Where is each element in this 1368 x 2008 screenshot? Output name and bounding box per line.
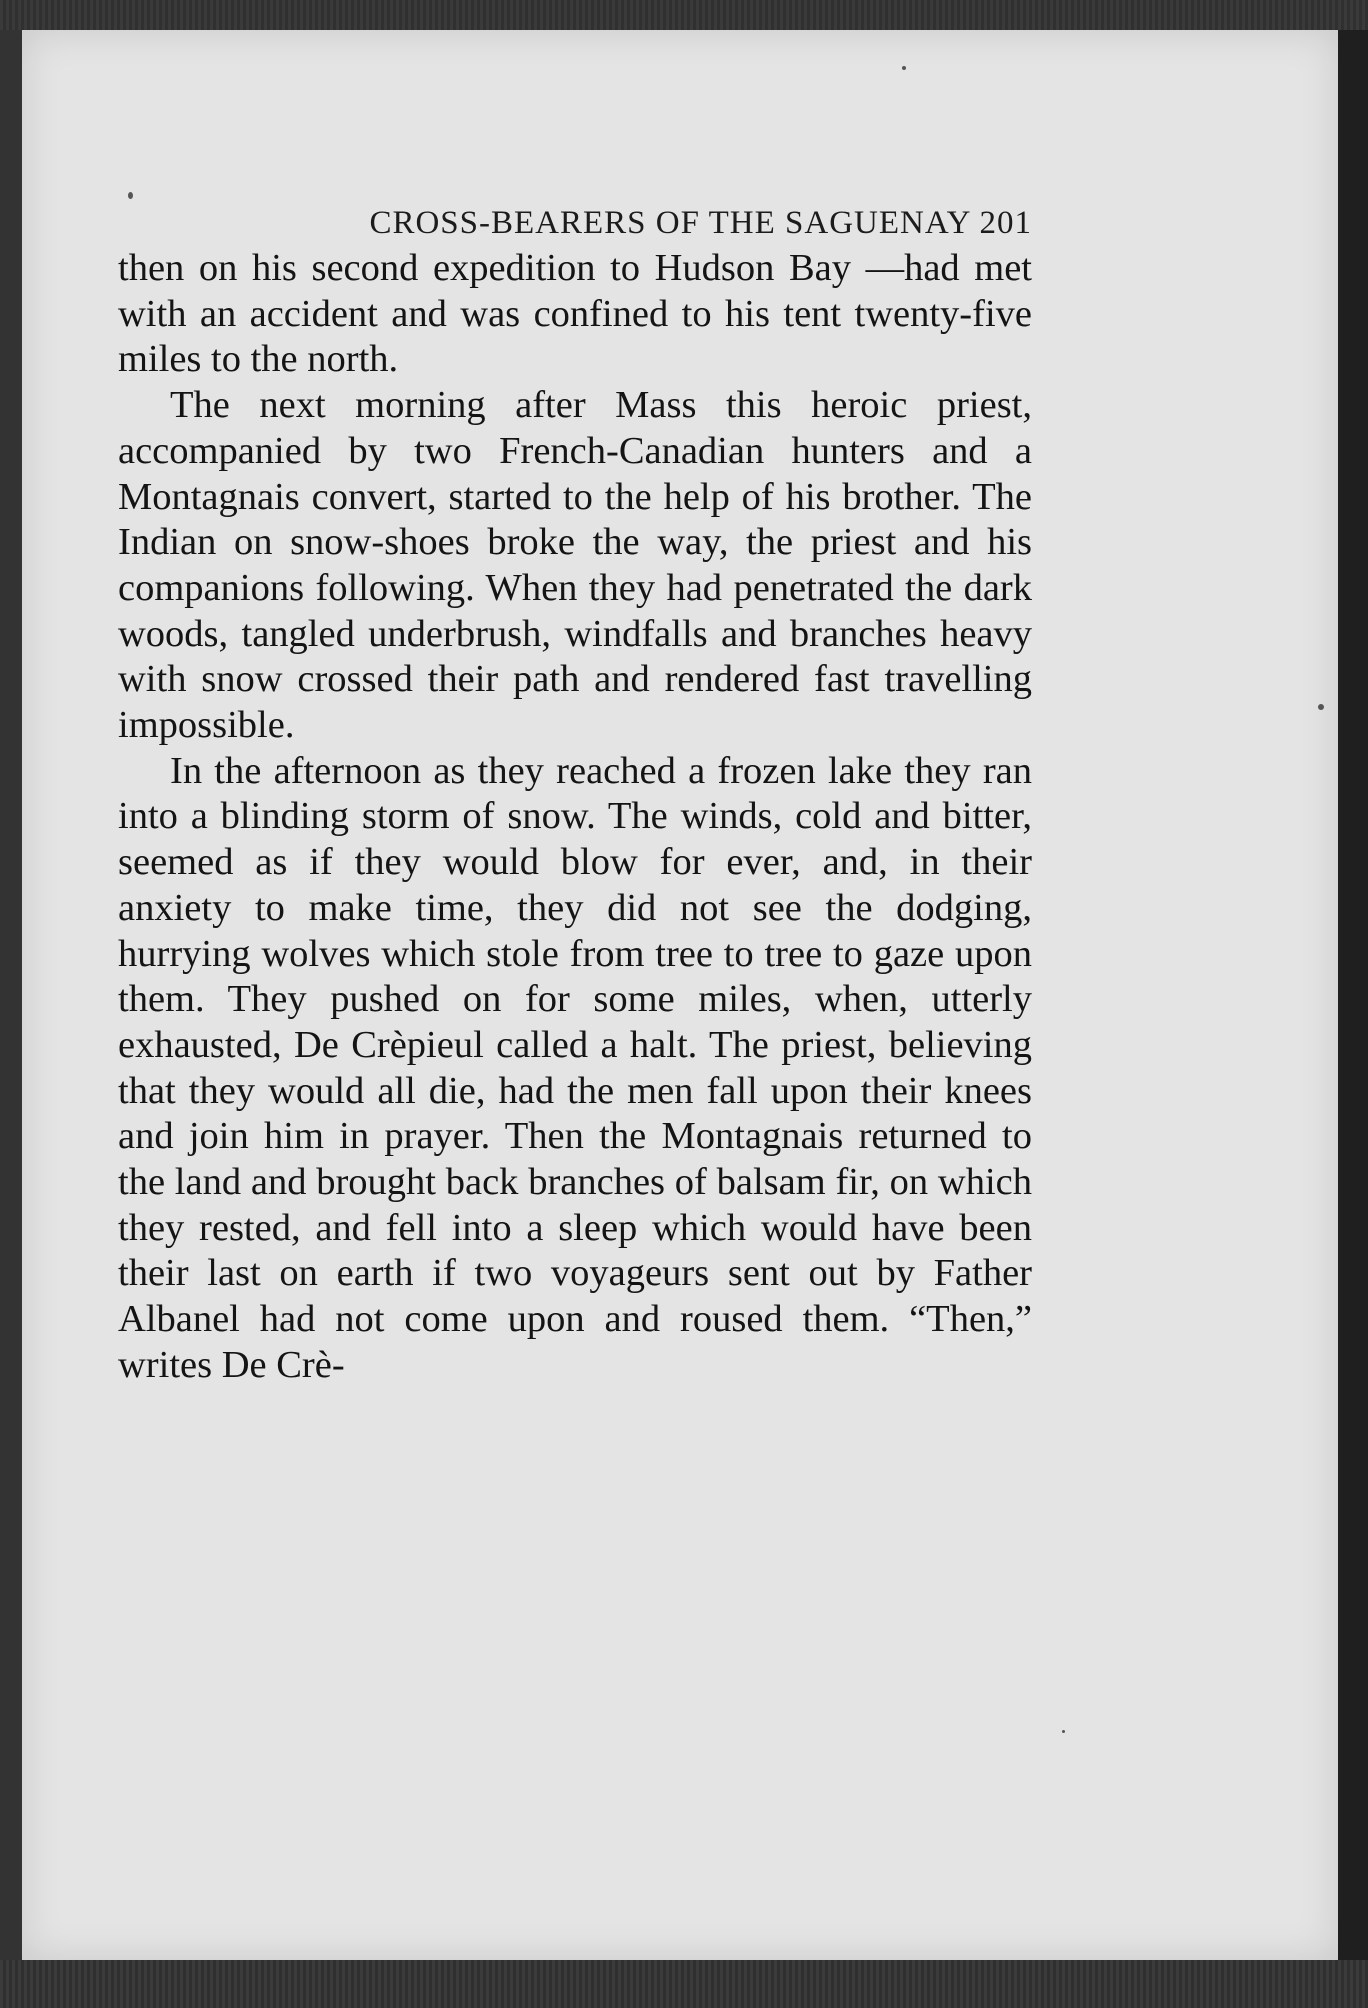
page-number: 201 bbox=[979, 205, 1032, 241]
film-edge-right bbox=[1338, 30, 1368, 1960]
film-edge-top bbox=[0, 0, 1368, 30]
film-edge-left bbox=[0, 30, 22, 1960]
paragraph-continued: then on his second expedition to Hudson Bay —had met with an accident and was confined to his tent twenty-five miles to the north. bbox=[118, 247, 1032, 381]
text-block bbox=[118, 200, 1032, 1389]
dust-speck bbox=[1318, 704, 1324, 710]
dust-speck bbox=[1062, 1730, 1065, 1733]
running-head-title: CROSS-BEARERS OF THE SAGUENAY bbox=[369, 205, 971, 241]
film-edge-bottom bbox=[0, 1960, 1368, 2008]
paragraph: The next morning after Mass this heroic priest, accompanied by two French-Canadian hunters and a Montagnais convert, started to the help of his brother. The Indian on snow-shoes broke the way, the priest and his companions following. When they had penetrated the dark woods, tangled underbrush, windfalls and branches heavy with snow crossed their path and rendered fast travelling impossible. bbox=[118, 384, 1032, 747]
paragraph: In the afternoon as they reached a frozen lake they ran into a blinding storm of snow. The winds, cold and bitter, seemed as if they would blow for ever, and, in their anxiety to make time, they did not see the dodging, hurrying wolves which stole from tree to tree to gaze upon them. They pushed on for some miles, when, utterly exhausted, De Crèpieul called a halt. The priest, believing that they would all die, had the men fall upon their knees and join him in prayer. Then the Montagnais returned to the land and brought back branches of balsam fir, on which they rested, and fell into a sleep which would have been their last on earth if two voyageurs sent out by Father Albanel had not come upon and roused them. “Then,” writes De Crè- bbox=[118, 749, 1032, 1386]
body-text bbox=[118, 246, 1032, 1389]
book-page bbox=[22, 30, 1338, 1960]
dust-speck bbox=[128, 192, 133, 199]
running-head bbox=[118, 200, 1032, 246]
dust-speck bbox=[902, 66, 906, 70]
